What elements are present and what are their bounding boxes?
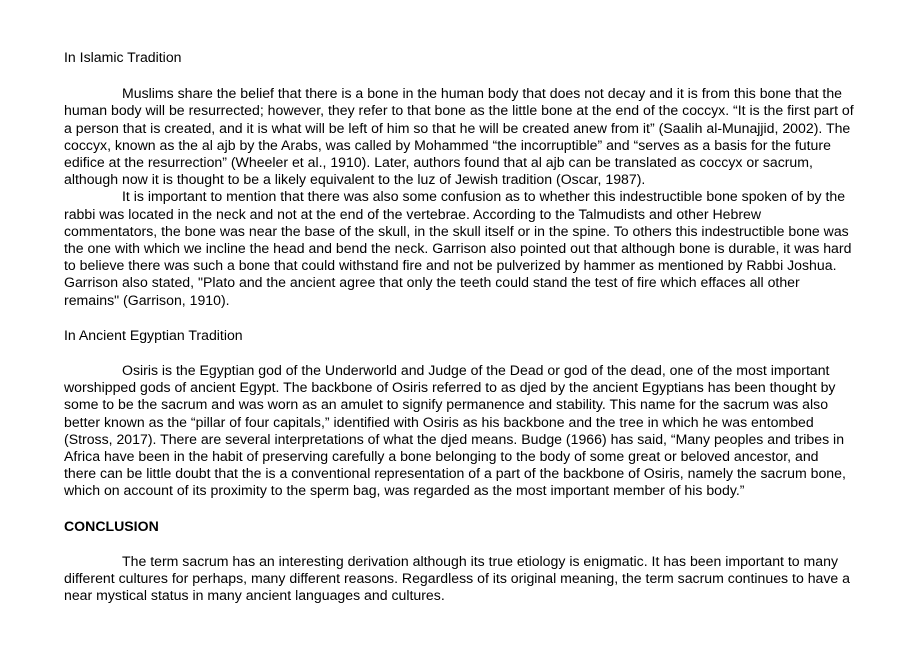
section-heading-islamic: In Islamic Tradition	[64, 49, 182, 65]
section-heading-egyptian: In Ancient Egyptian Tradition	[64, 326, 243, 343]
paragraph-islamic-2: It is important to mention that there was also some confusion as to whether this indestructible bone spoken of by the rabbi was located in the neck and not at the end of the vertebrae. According to the Talmudists and other Hebrew commentators, the bone was near the base of the skull, in the skull itself or in the spine. To others this indestructible bone was the one with which we incline the head and bend the neck. Garrison also pointed out that although bone is durable, it was hard to believe there was such a bone that could withstand fire and not be pulverized by hammer as mentioned by Rabbi Joshua. Garrison also stated, "Plato and the ancient agree that only the teeth could stand the test of fire which effaces all other remains" (Garrison, 1910).	[64, 188, 852, 308]
section-islamic-tradition	[64, 49, 854, 309]
section-heading-conclusion: CONCLUSION	[64, 517, 159, 534]
paragraph-islamic-1: Muslims share the belief that there is a bone in the human body that does not decay and it is from this bone that the human body will be resurrected; however, they refer to that bone as the little bone at the end of the coccyx. “It is the first part of a person that is created, and it is what will be left of him so that he will be created anew from it” (Saalih al-Munajjid, 2002). The coccyx, known as the al ajb by the Arabs, was called by Mohammed “the incorruptible” and “serves as a basis for the future edifice at the resurrection” (Wheeler et al., 1910). Later, authors found that al ajb can be translated as coccyx or sacrum, although now it is thought to be a likely equivalent to the luz of Jewish tradition (Oscar, 1987).	[64, 85, 854, 188]
section-conclusion	[64, 518, 854, 605]
document-page	[64, 49, 854, 604]
paragraph-egyptian-1: Osiris is the Egyptian god of the Underworld and Judge of the Dead or god of the dead, one of the most important worshipped gods of ancient Egypt. The backbone of Osiris referred to as djed by the ancient Egyptians has been thought by some to be the sacrum and was worn as an amulet to signify permanence and stability. This name for the sacrum was also better known as the “pillar of four capitals,” identified with Osiris as his backbone and the tree in which he was entombed (Stross, 2017). There are several interpretations of what the djed means. Budge (1966) has said, “Many peoples and tribes in Africa have been in the habit of preserving carefully a bone belonging to the body of some great or beloved ancestor, and there can be little doubt that the is a conventional representation of a part of the backbone of Osiris, namely the sacrum bone, which on account of its proximity to the sperm bag, was regarded as the most important member of his body.”	[64, 362, 846, 499]
section-egyptian-tradition	[64, 327, 854, 500]
paragraph-conclusion-1: The term sacrum has an interesting derivation although its true etiology is enigmatic. It has been important to many different cultures for perhaps, many different reasons. Regardless of its original meaning, the term sacrum continues to have a near mystical status in many ancient languages and cultures.	[64, 552, 851, 604]
